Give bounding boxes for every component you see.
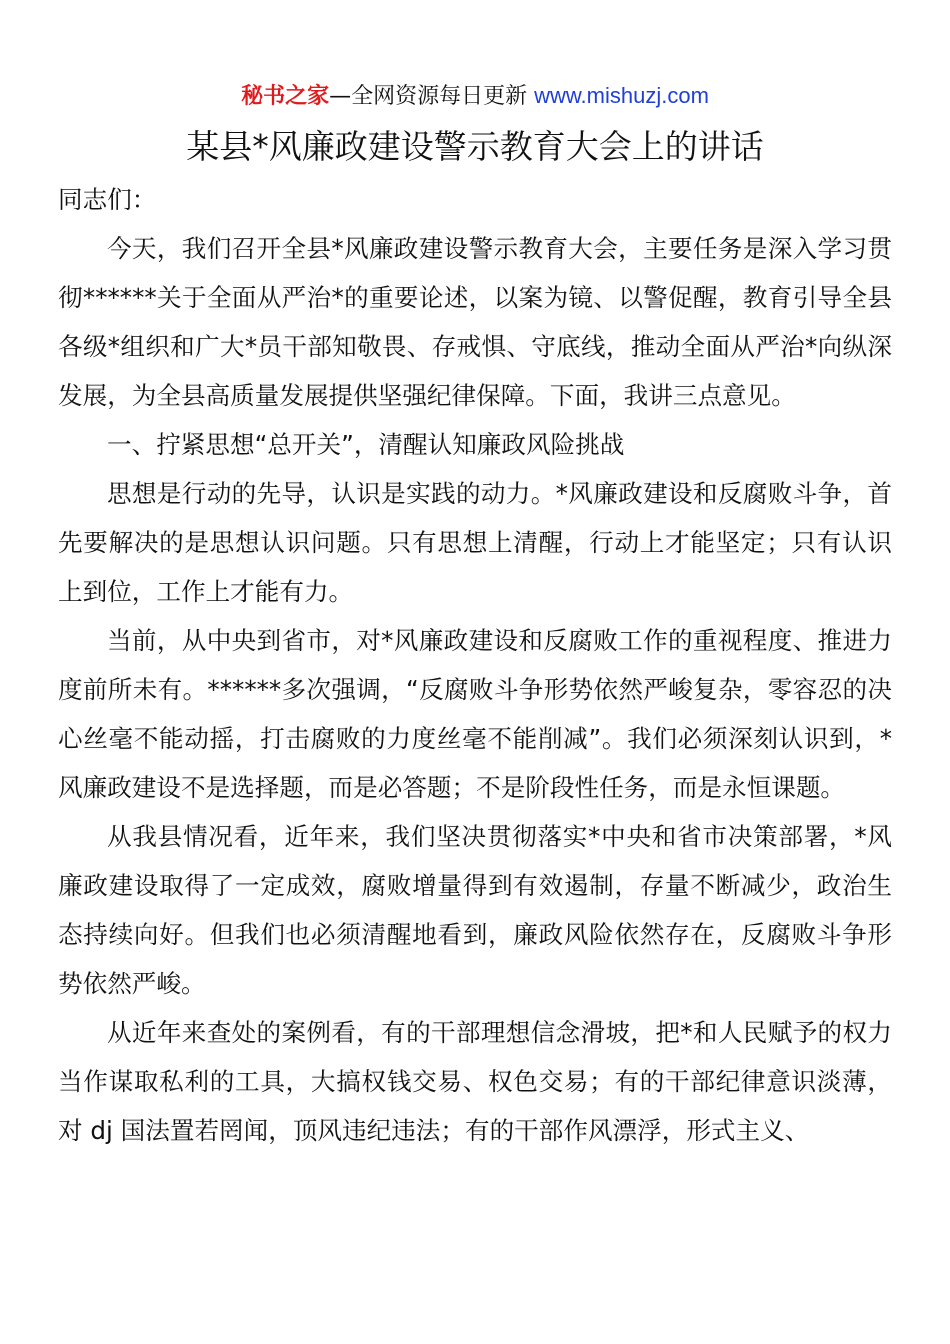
document-body	[58, 175, 892, 1155]
site-header	[0, 80, 950, 113]
site-url-link[interactable]: www.mishuzj.com	[534, 83, 709, 108]
paragraph: 从我县情况看，近年来，我们坚决贯彻落实*中央和省市决策部署，*风廉政建设取得了一定成效，腐败增量得到有效遏制，存量不断减少，政治生态持续向好。但我们也必须清醒地看到，廉政风险依然存在，反腐败斗争形势依然严峻。	[58, 822, 892, 998]
salutation: 同志们：	[58, 185, 157, 214]
section-heading-1: 一、拧紧思想“总开关”，清醒认知廉政风险挑战	[107, 430, 625, 459]
paragraph: 从近年来查处的案例看，有的干部理想信念滑坡，把*和人民赋予的权力当作谋取私利的工具，大搞权钱交易、权色交易；有的干部纪律意识淡薄，对 dj 国法置若罔闻，顶风违纪违法；有的干部作风漂浮，形式主义、	[58, 1018, 892, 1145]
brand-name: 秘书之家	[241, 84, 330, 109]
paragraph: 当前，从中央到省市，对*风廉政建设和反腐败工作的重视程度、推进力度前所未有。******多次强调，“反腐败斗争形势依然严峻复杂，零容忍的决心丝毫不能动摇，打击腐败的力度丝毫不能削减”。我们必须深刻认识到，*风廉政建设不是选择题，而是必答题；不是阶段性任务，而是永恒课题。	[58, 626, 892, 802]
paragraph: 思想是行动的先导，认识是实践的动力。*风廉政建设和反腐败斗争，首先要解决的是思想认识问题。只有思想上清醒，行动上才能坚定；只有认识上到位，工作上才能有力。	[58, 479, 892, 606]
paragraph-intro: 今天，我们召开全县*风廉政建设警示教育大会，主要任务是深入学习贯彻******关于全面从严治*的重要论述，以案为镜、以警促醒，教育引导全县各级*组织和广大*员干部知敬畏、存戒惧、守底线，推动全面从严治*向纵深发展，为全县高质量发展提供坚强纪律保障。下面，我讲三点意见。	[58, 234, 892, 410]
header-tagline: —全网资源每日更新	[329, 84, 535, 109]
document-title: 某县*风廉政建设警示教育大会上的讲话	[186, 127, 764, 166]
